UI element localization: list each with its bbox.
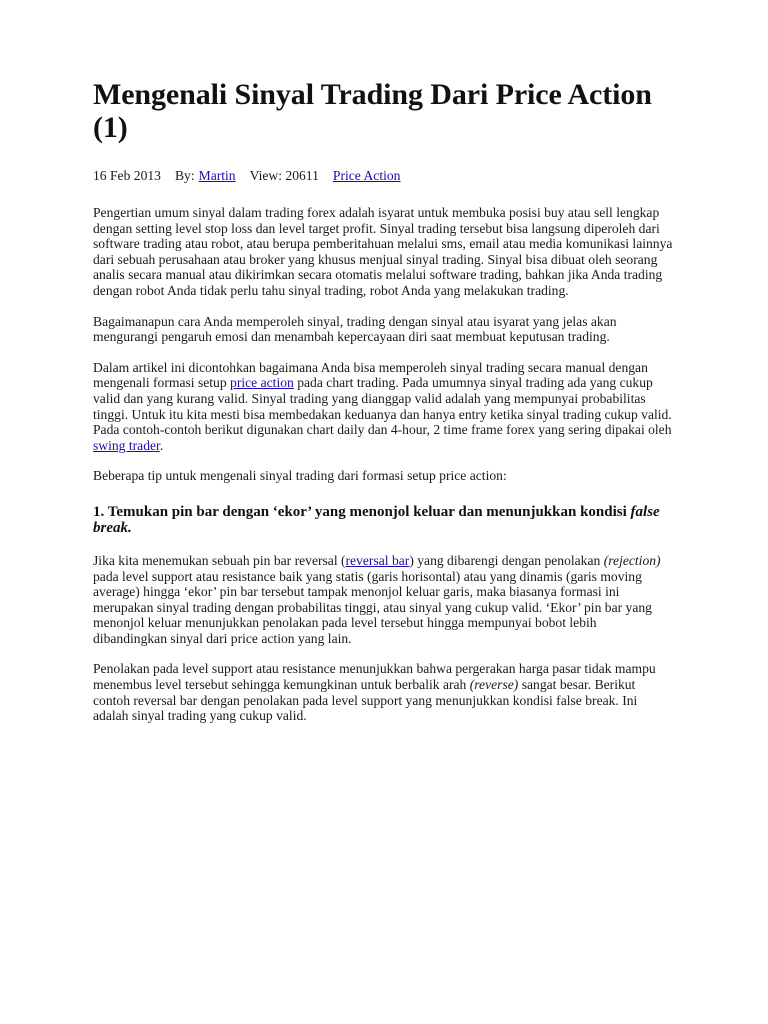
paragraph-5-text-a: Jika kita menemukan sebuah pin bar reversal ( [93,552,346,568]
by-label: By: [174,168,195,183]
paragraph-3-text-b: pada chart trading. Pada umumnya sinyal trading ada yang cukup valid dan yang kurang valid. Sinyal trading yang dianggap valid adalah yang mempunyai probabilitas tinggi. Untuk itu kita mesti bisa membedakan keduanya dan hanya entry ketika sinyal trading cukup valid. Pada contoh-contoh berikut digunakan chart daily dan 4-hour, 2 time frame forex yang sering dipakai oleh [93,375,672,438]
paragraph-6-text-b: sangat besar. Berikut contoh reversal bar dengan penolakan pada level support yang menunjukkan kondisi false break. Ini adalah sinyal trading yang cukup valid. [93,677,638,724]
author-link[interactable]: Martin [198,168,236,183]
paragraph-5-text-b: ) yang dibarengi dengan penolakan [409,552,604,568]
paragraph-5-text-c: pada level support atau resistance baik yang statis (garis horisontal) atau yang dinamis (garis moving average) hingga ‘ekor’ pin bar tersebut tampak menonjol keluar garis, maka biasanya formasi ini merupakan sinyal trading dengan probabilitas tinggi, atau sinyal yang cukup valid. ‘Ekor’ pin bar yang menonjol keluar menunjukkan penolakan pada level tersebut hingga mempunyai bobot lebih dibandingkan sinyal dari price action yang lain. [93,568,652,646]
section-heading-text: 1. Temukan pin bar dengan ‘ekor’ yang menonjol keluar dan menunjukkan kondisi [93,503,631,520]
view-count: View: 20611 [249,168,319,183]
paragraph-5 [93,553,673,647]
paragraph-intro: Pengertian umum sinyal dalam trading forex adalah isyarat untuk membuka posisi buy atau sell lengkap dengan setting level stop loss dan level target profit. Sinyal trading tersebut bisa langsung diperoleh dari software trading atau robot, atau berupa pemberitahuan melalui sms, email atau media komunikasi lainnya dari sebuah perusahaan atau broker yang khusus menjual sinyal trading. Sinyal bisa dibuat oleh seorang analis secara manual atau dikirimkan secara otomatis melalui software trading, bahkan jika Anda trading dengan robot Anda tidak perlu tahu sinyal trading, robot Anda yang melakukan trading. [93,205,673,298]
paragraph-4: Beberapa tip untuk mengenali sinyal trading dari formasi setup price action: [93,468,507,484]
swing-trader-link[interactable]: swing trader [93,437,160,453]
reversal-bar-link[interactable]: reversal bar [345,552,410,568]
paragraph-6 [93,661,673,723]
article [93,78,673,739]
price-action-link[interactable]: price action [230,375,294,391]
publish-date: 16 Feb 2013 [93,168,161,183]
paragraph-3 [93,360,673,454]
paragraph-3-text-c: . [159,437,164,453]
article-meta [93,168,673,184]
category-link[interactable]: Price Action [332,168,401,183]
paragraph-6-text-a: Penolakan pada level support atau resistance menunjukkan bahwa pergerakan harga pasar tidak mampu menembus level tersebut sehingga kemungkinan untuk berbalik arah [93,661,656,693]
paragraph-2: Bagaimanapun cara Anda memperoleh sinyal, trading dengan sinyal atau isyarat yang jelas akan mengurangi pengaruh emosi dan menambah kepercayaan diri saat membuat keputusan trading. [93,313,617,345]
rejection-emphasis: (rejection) [603,552,661,568]
article-title: Mengenali Sinyal Trading Dari Price Action (1) [93,78,652,144]
paragraph-3-text-a: Dalam artikel ini dicontohkan bagaimana Anda bisa memperoleh sinyal trading secara manual dengan mengenali formasi setup [93,359,648,391]
section-heading-emphasis: false break. [93,503,660,537]
reverse-emphasis: (reverse) [469,677,519,693]
section-heading [93,504,673,537]
